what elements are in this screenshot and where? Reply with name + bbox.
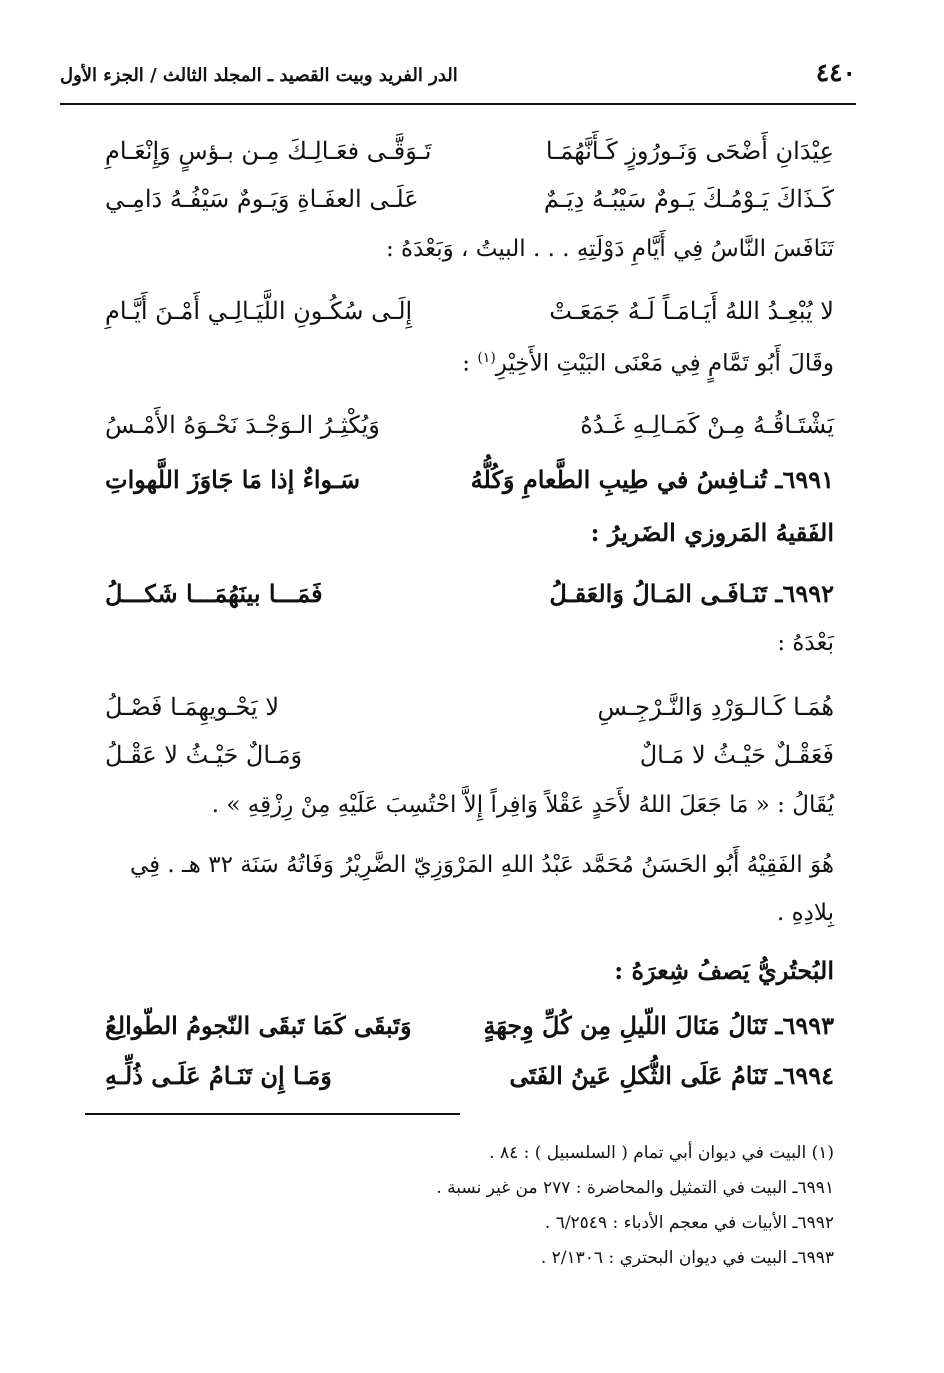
prose-line: بِلادِهِ .: [776, 900, 834, 926]
verse-second-hemistich: فَمَـــا بينَهُمَـــا شَكـــلُ: [105, 578, 323, 608]
verse-first-hemistich: ٦٩٩٣ـ تَنَالُ مَنَالَ اللّيلِ مِن كُلِّ وِجهَةٍ: [483, 1010, 834, 1040]
verse-second-hemistich: وَيُكْثِـرُ الـوَجْـدَ نَحْـوَهُ الأَمْـسُ: [105, 411, 380, 439]
header-rule: [60, 103, 856, 105]
verse-first-hemistich: لا يُبْعِـدُ اللهُ أَيَـامَـاً لَـهُ جَمَعَـتْ: [549, 297, 834, 325]
verse-first-hemistich: كَـذَاكَ يَـوْمُـكَ يَـومٌ سَيْبُـهُ دِيَـمٌ: [543, 185, 834, 213]
verse-line: [105, 734, 834, 776]
verse-line: [105, 290, 834, 332]
page-number: ٤٤٠: [815, 58, 856, 87]
numbered-verse: [105, 458, 834, 500]
verse-line: [105, 178, 834, 220]
numbered-verse: [105, 1054, 834, 1096]
footnote-rule: [85, 1113, 460, 1115]
page-header: [60, 58, 856, 98]
verse-line: [105, 404, 834, 446]
footnote: ٦٩٩٢ـ الأبيات في معجم الأدباء : ٦/٢٥٤٩ .: [544, 1213, 834, 1233]
verse-second-hemistich: عَلَـى العفَـاةِ وَيَـومٌ سَيْفُـهُ دَامِـي: [105, 185, 419, 213]
verse-first-hemistich: ٦٩٩٤ـ تَنَامُ عَلَى الثُّكلِ عَينُ الفَتَى: [509, 1060, 834, 1090]
prose-text: وقَالَ أَبُو تَمَّامٍ فِي مَعْنَى البَيْتِ الأَخِيْرِ: [495, 350, 834, 377]
footnote: (١) البيت في ديوان أبي تمام ( السلسبيل ) : ٨٤ .: [489, 1143, 834, 1163]
verse-second-hemistich: سَـواءٌ إذا مَا جَاوَزَ اللَّهواتِ: [105, 464, 361, 494]
verse-second-hemistich: لا يَحْـويهِمَـا فَصْـلُ: [105, 693, 279, 721]
section-heading: البُحتُريُّ يَصفُ شِعرَهُ :: [614, 956, 834, 985]
verse-first-hemistich: يَشْتَـاقُـهُ مِـنْ كَمَـالِـهِ غَـدُهُ: [580, 411, 834, 439]
prose-line: تَنَافَسَ النَّاسُ فِي أَيَّامِ دَوْلَتِهِ . . . البيتُ ، وَبَعْدَهُ :: [385, 236, 834, 262]
section-heading: الفَقيهُ المَروزي الضَريرُ :: [590, 518, 834, 547]
verse-first-hemistich: هُمَـا كَـالـوَرْدِ وَالنَّـرْجِـسِ: [597, 693, 834, 721]
footnote: ٦٩٩٣ـ البيت في ديوان البحتري : ٢/١٣٠٦ .: [540, 1248, 834, 1268]
verse-second-hemistich: وَتَبقَى كَمَا تَبقَى النّجومُ الطّوالِعُ: [105, 1010, 412, 1040]
verse-first-hemistich: عِيْدَانِ أَضْحَى وَنَـورُوزٍ كَـأَنَّهُمَـا: [545, 137, 834, 165]
numbered-verse: [105, 572, 834, 614]
verse-second-hemistich: تَـوَقَّـى فعَـالِـكَ مِـن بـؤسٍ وَإِنْعَـامِ: [105, 137, 432, 165]
prose-line: بَعْدَهُ :: [777, 630, 834, 656]
prose-line: هُوَ الفَقِيْهُ أَبُو الحَسَنُ مُحَمَّد عَبْدُ اللهِ المَرْوَزِيّ الضَّرِيْرُ وَفَاتُهُ سَنَة ٣٢ هـ . فِي: [129, 852, 834, 878]
prose-line: [90, 350, 834, 377]
verse-first-hemistich: ٦٩٩٢ـ تَنَـافَـى المَـالُ وَالعَقـلُ: [549, 578, 834, 608]
footnote: ٦٩٩١ـ البيت في التمثيل والمحاضرة : ٢٧٧ من غير نسبة .: [436, 1178, 834, 1198]
verse-first-hemistich: ٦٩٩١ـ تُنـافِسُ في طِيبِ الطَّعامِ وَكُلُّهُ: [470, 464, 834, 494]
prose-line: يُقَالُ : « مَا جَعَلَ اللهُ لأَحَدٍ عَقْلاً وَافِراً إِلاَّ احْتُسِبَ عَلَيْهِ مِنْ رِزْقِهِ » .: [211, 792, 834, 818]
verse-line: [105, 130, 834, 172]
numbered-verse: [105, 1004, 834, 1046]
verse-first-hemistich: فَعَقْـلٌ حَيْـثُ لا مَـالٌ: [639, 741, 834, 769]
verse-second-hemistich: وَمَـالٌ حَيْـثُ لا عَقْـلُ: [105, 741, 303, 769]
verse-second-hemistich: إِلَـى سُكُـونِ اللَّيَـالِـي أَمْـنَ أَيَّـامِ: [105, 297, 413, 325]
footnote-reference: (١): [477, 350, 496, 366]
verse-second-hemistich: وَمَـا إِن تَنَـامُ عَلَـى ذُلِّـهِ: [105, 1060, 332, 1090]
verse-line: [105, 686, 834, 728]
running-title: الدر الفريد وبيت القصيد ـ المجلد الثالث / الجزء الأول: [60, 65, 458, 86]
prose-punctuation: :: [462, 350, 478, 377]
